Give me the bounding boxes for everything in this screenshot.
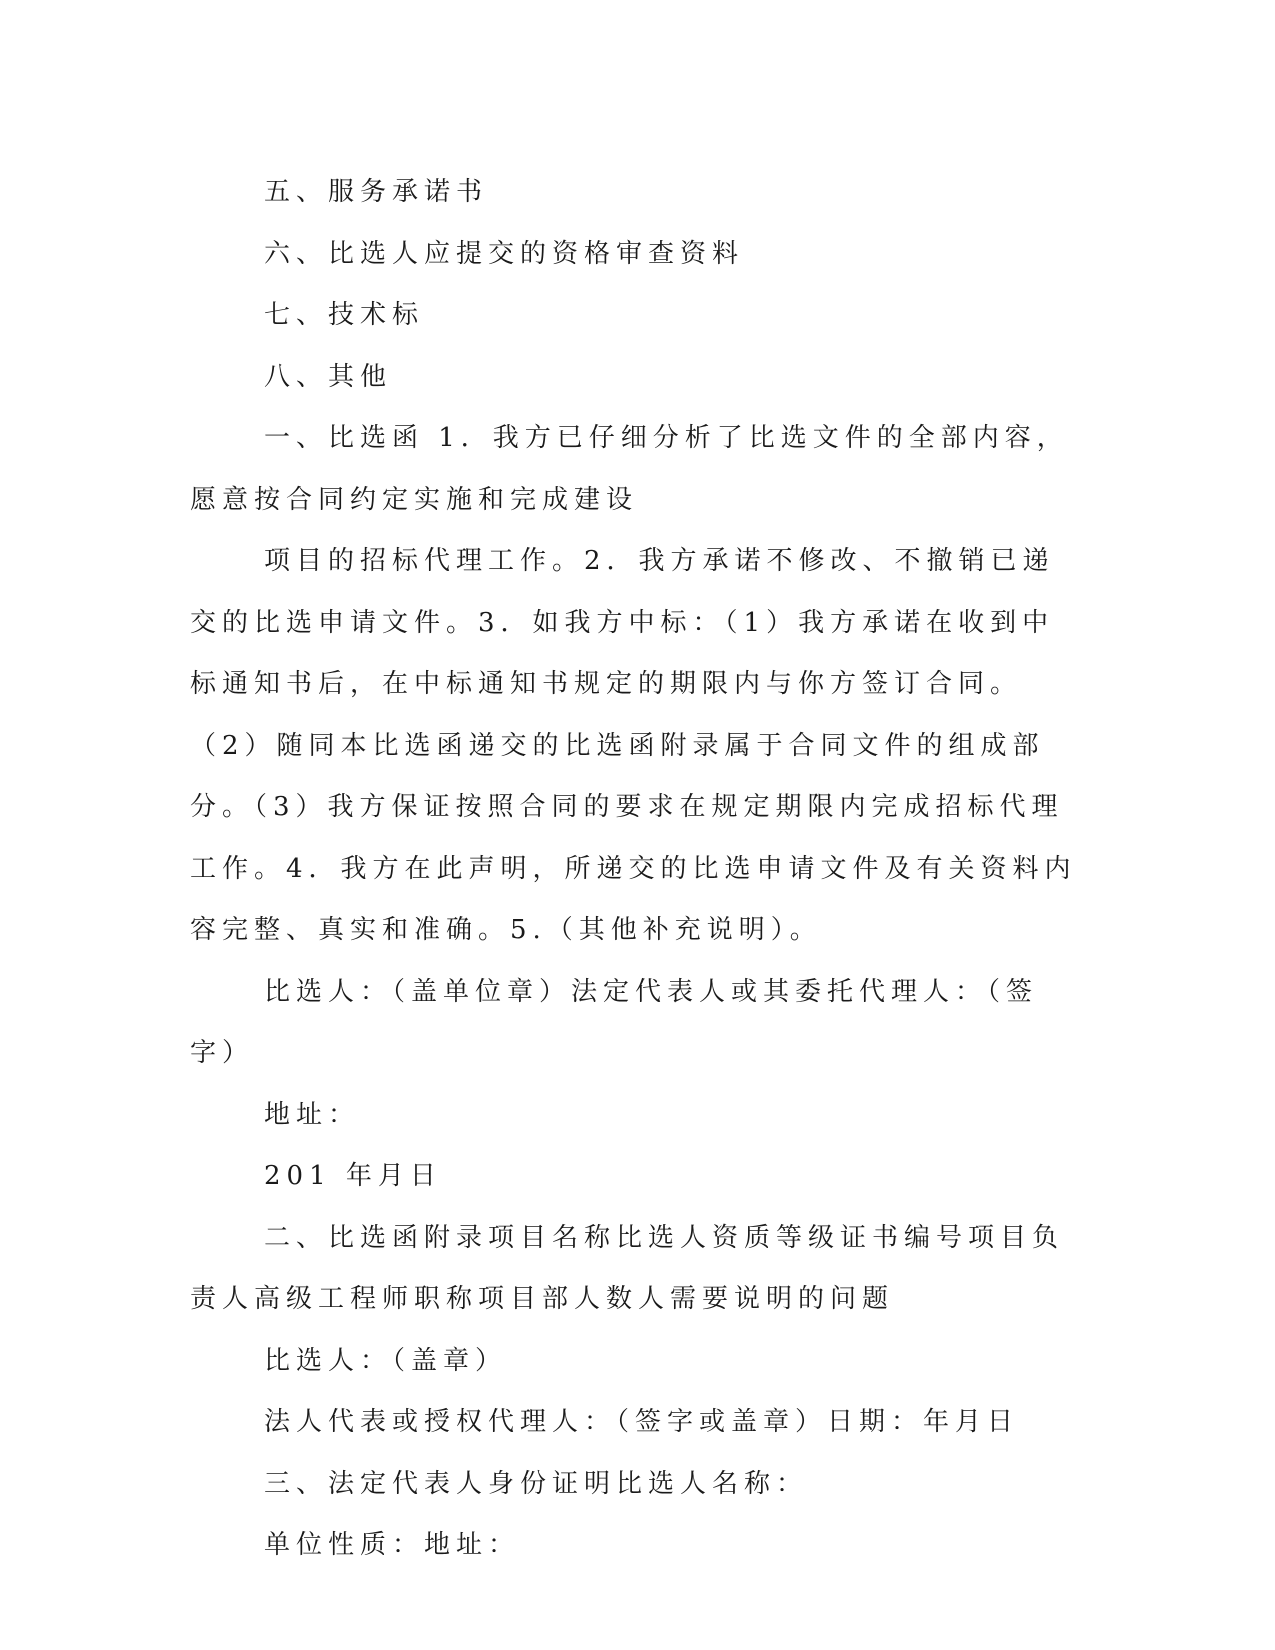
section-technical-bid: 七、技术标 bbox=[264, 300, 425, 330]
unit-nature-address-line: 单位性质：地址： bbox=[264, 1530, 521, 1560]
section-qualification-materials: 六、比选人应提交的资格审查资料 bbox=[264, 238, 745, 269]
bid-letter-commitments: 项目的招标代理工作。2．我方承诺不修改、不撤销已递交的比选申请文件。3．如我方中标：（1）我方承诺在收到中标通知书后，在中标通知书规定的期限内与你方签订合同。（2）随同本比选函递交的比选函附录属于合同文件的组成部分。（3）我方保证按照合同的要求在规定期限内完成招标代理工作。4．我方在此声明，所递交的比选申请文件及有关资料内容完整、真实和准确。5.（其他补充说明）。 bbox=[190, 546, 1077, 945]
bid-letter-intro: 一、比选函 1．我方已仔细分析了比选文件的全部内容，愿意按合同约定实施和完成建设 bbox=[190, 423, 1069, 515]
legal-representative-line: 法人代表或授权代理人：（签字或盖章）日期：年月日 bbox=[264, 1407, 1020, 1437]
address-line: 地址： bbox=[264, 1099, 361, 1130]
date-line: 201 年月日 bbox=[264, 1161, 442, 1191]
document-body bbox=[190, 162, 1080, 1577]
section-other: 八、其他 bbox=[264, 361, 393, 392]
section-service-commitment: 五、服务承诺书 bbox=[264, 177, 489, 207]
bidder-seal-line: 比选人：（盖章） bbox=[264, 1345, 508, 1376]
bidder-signature-line: 比选人：（盖单位章）法定代表人或其委托代理人：（签字） bbox=[190, 976, 1039, 1068]
bid-letter-appendix: 二、比选函附录项目名称比选人资质等级证书编号项目负责人高级工程师职称项目部人数人需要说明的问题 bbox=[190, 1222, 1065, 1314]
legal-representative-identity: 三、法定代表人身份证明比选人名称： bbox=[264, 1468, 809, 1499]
